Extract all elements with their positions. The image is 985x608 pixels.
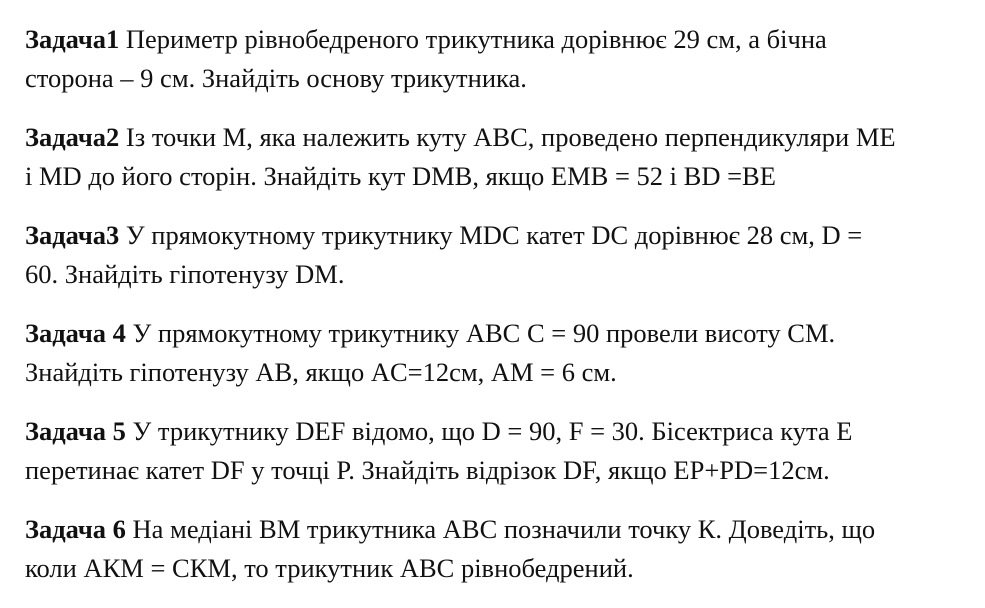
task-1 xyxy=(25,20,970,98)
task-5-title: Задача 5 xyxy=(25,416,126,446)
task-2-line-1 xyxy=(25,118,970,157)
task-6-text-1: На медіані ВМ трикутника АВС позначили точку К. Доведіть, що xyxy=(125,514,876,544)
task-2 xyxy=(25,118,970,196)
task-4-line-1 xyxy=(25,314,970,353)
task-1-title: Задача1 xyxy=(25,24,120,54)
task-3-text-2: 60. Знайдіть гіпотенузу DM. xyxy=(25,259,345,289)
task-2-text-2: і МD до його сторін. Знайдіть кут DMB, якщо ЕMB = 52 і BD =BE xyxy=(25,161,776,191)
task-3-line-1 xyxy=(25,216,970,255)
task-1-text-1: Периметр рівнобедреного трикутника дорівнює 29 см, а бічна xyxy=(119,24,827,54)
task-5-line-1 xyxy=(25,412,970,451)
task-sheet xyxy=(25,20,970,608)
task-4 xyxy=(25,314,970,392)
task-3-title: Задача3 xyxy=(25,220,120,250)
task-4-text-1: У прямокутному трикутнику ABC C = 90 провели висоту CM. xyxy=(125,318,836,348)
task-5-text-1: У трикутнику DEF відомо, що D = 90, F = 30. Бісектриса кута E xyxy=(125,416,853,446)
task-3 xyxy=(25,216,970,294)
task-5 xyxy=(25,412,970,490)
task-6-line-1 xyxy=(25,510,970,549)
task-3-text-1: У прямокутному трикутнику MDC катет DC дорівнює 28 см, D = xyxy=(119,220,863,250)
task-4-text-2: Знайдіть гіпотенузу AB, якщо AC=12см, AM = 6 см. xyxy=(25,357,617,387)
task-1-text-2: сторона – 9 см. Знайдіть основу трикутника. xyxy=(25,63,527,93)
task-6-title: Задача 6 xyxy=(25,514,126,544)
task-1-line-1 xyxy=(25,20,970,59)
task-5-text-2: перетинає катет DF у точці P. Знайдіть відрізок DF, якщо EP+PD=12см. xyxy=(25,455,830,485)
task-6 xyxy=(25,510,970,588)
task-2-title: Задача2 xyxy=(25,122,120,152)
task-2-text-1: Із точки М, яка належить куту АВС, проведено перпендикуляри МЕ xyxy=(119,122,896,152)
task-4-title: Задача 4 xyxy=(25,318,126,348)
task-6-text-2: коли АКМ = СКМ, то трикутник АВС рівнобедрений. xyxy=(25,553,634,583)
